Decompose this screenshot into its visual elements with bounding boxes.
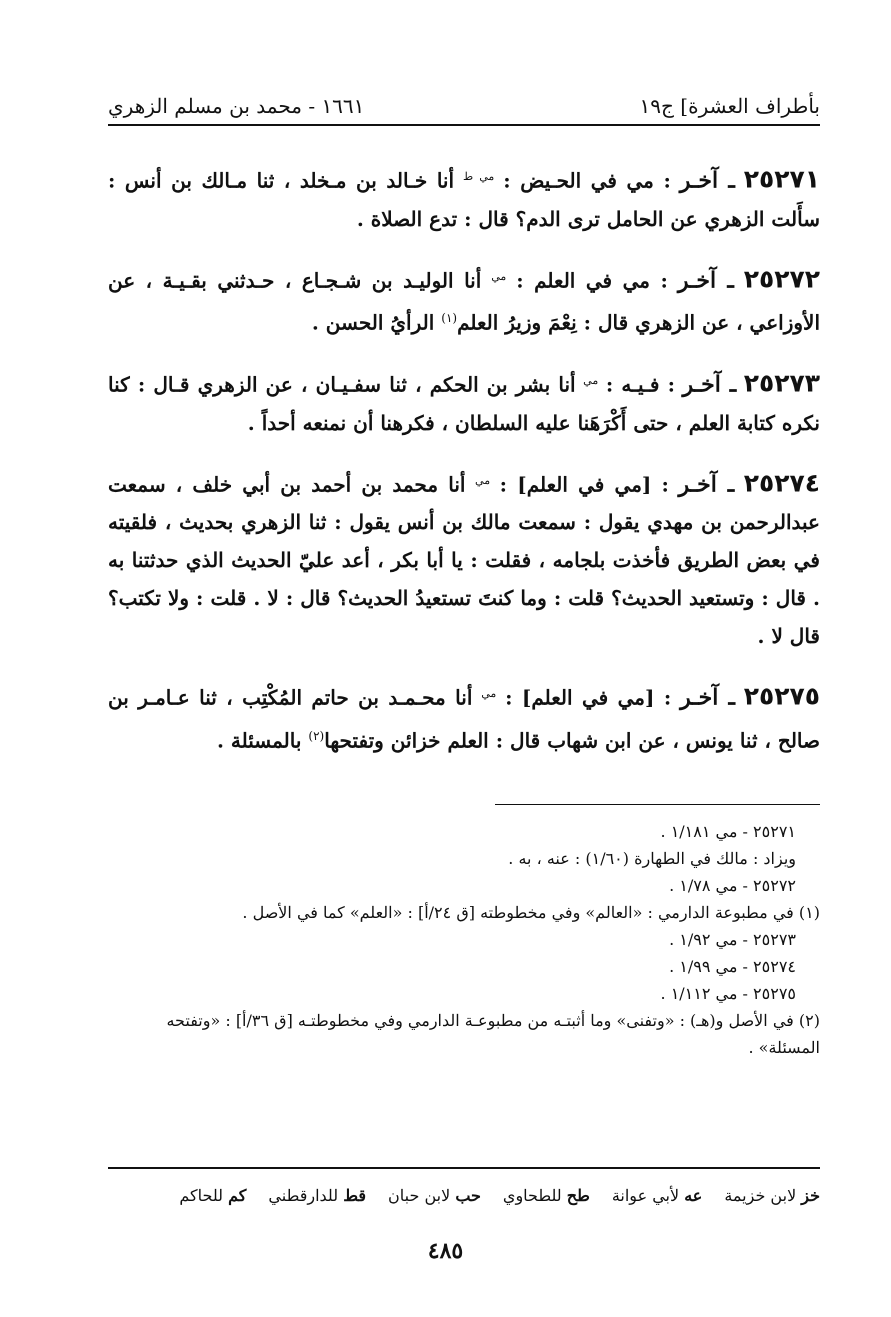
entry-keyword: ـ آخـر [679,167,735,194]
footnote-ref[interactable]: (١) [441,311,458,326]
entry-text: أنا خـالد بن مـخلد ، ثنا مـالك بن أنس : سأَلت الزهري عن الحامل ترى الدم؟ قال : تدع الصلاة . [108,168,820,231]
entry-keyword: ـ آخـر [678,471,735,498]
entry-siglum: مي [491,269,507,283]
legend-item: طح للطحاوي [502,1186,590,1205]
entry-source: : مي في الحـيض : [503,168,671,193]
entry-keyword: ـ آخـر [682,371,737,398]
entry-siglum: مي [583,373,599,387]
header-volume-title: بأطراف العشرة] ج١٩ [639,94,820,118]
entry-number: ٢٥٢٧٣ [743,368,821,398]
entry-source: : مي في العلم : [516,268,668,293]
main-text [108,138,820,763]
legend-item: كم للحاكم [179,1186,247,1205]
entry-text-continued: الرأيُ الحسن . [311,310,442,335]
legend-item: قط للدارقطني [268,1186,367,1205]
footnote-rule [495,804,820,805]
hadith-entry [108,462,820,656]
footnote-line: (٢) في الأصل و(هـ) : «وتفنى» وما أثبتـه من مطبوعـة الدارمي وفي مخطوطتـه [ق ٣٦/أ] : «وتفتحه المسئلة» . [166,1011,820,1057]
abbreviation-legend [108,1186,820,1205]
legend-item: حب لابن حبان [388,1186,481,1205]
footnote-line: ٢٥٢٧٤ - مي ١/٩٩ . [669,957,796,976]
legend-item: خز لابن خزيمة [724,1186,820,1205]
entry-text: أنا الوليـد بن شـجـاع ، حـدثني بقـيـة ، عن الأوزاعي ، عن الزهري قال : نِعْمَ وزيرُ العلم [108,268,820,335]
entry-text: أنا محمد بن أحمد بن أبي خلف ، سمعت عبدالرحمن بن مهدي يقول : سمعت مالك بن أنس يقول : ثنا الزهري بحديث ، فلقيته في بعض الطريق فأخذت بلجامه ، فقلت : يا أبا بكر ، أعد عليّ الحديث الذي حدثتنا به . قال : وتستعيد الحديث؟ قلت : وما كنتَ تستعيدُ الحديث؟ قال : لا . قلت : ولا تكتب؟ قال لا . [108,472,820,649]
legend-item: عه لأبي عوانة [611,1186,703,1205]
footnote-line: ويزاد : مالك في الطهارة (١/٦٠) : عنه ، به . [508,849,796,868]
entry-source: : فـيـه : [605,372,675,397]
entry-keyword: ـ آخـر [677,267,734,294]
footnote-line: (١) في مطبوعة الدارمي : «العالم» وفي مخطوطته [ق ٢٤/أ] : «العلم» كما في الأصل . [242,903,820,922]
hadith-entry [108,158,820,238]
hadith-entry [108,258,820,342]
entry-number: ٢٥٢٧٥ [743,681,821,711]
hadith-entry [108,362,820,442]
entry-number: ٢٥٢٧١ [743,164,821,194]
footnote-line: ٢٥٢٧٥ - مي ١/١١٢ . [660,984,796,1003]
entry-siglum: مي [475,473,491,487]
entry-keyword: ـ آخـر [680,684,735,711]
running-header [108,78,820,118]
footnote-ref[interactable]: (٢) [308,728,325,743]
header-rule [108,124,820,126]
header-section-title: ١٦٦١ - محمد بن مسلم الزهري [108,94,365,118]
hadith-entry [108,675,820,759]
entry-text-continued: بالمسئلة . [216,728,309,753]
footnote-line: ٢٥٢٧١ - مي ١/١٨١ . [660,822,796,841]
entry-text: أنا بشر بن الحكم ، ثنا سفـيـان ، عن الزهري قـال : كنا نكره كتابة العلم ، حتى أَكْرَهَنا عليه السلطان ، فكرهنا أن نمنعه أحداً . [108,372,820,435]
footnote-line: ٢٥٢٧٣ - مي ١/٩٢ . [669,930,796,949]
entry-siglum: مي [481,687,497,701]
entry-source: : [مي في العلم] : [499,472,669,497]
page-number: ٤٨٥ [427,1238,464,1264]
entry-text: أنا محـمـد بن حاتم المُكْتِب ، ثنا عـامـر بن صالح ، ثنا يونس ، عن ابن شهاب قال : العلم خزائن وتفتحها [108,685,820,753]
footnotes [108,818,820,1061]
entry-number: ٢٥٢٧٢ [743,264,821,294]
footer-rule [108,1167,820,1169]
footnote-line: ٢٥٢٧٢ - مي ١/٧٨ . [669,876,796,895]
entry-source: : [مي في العلم] : [505,685,672,710]
entry-siglum: مي ط [463,170,495,183]
entry-number: ٢٥٢٧٤ [743,468,821,498]
